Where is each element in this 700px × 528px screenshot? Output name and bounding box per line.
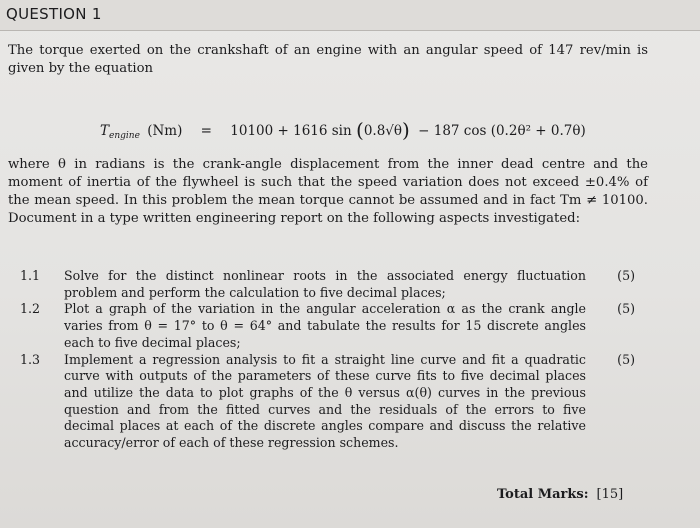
torque-equation [100,118,660,142]
open-paren: ( [356,118,364,142]
item-text: Solve for the distinct nonlinear roots in the associated energy fluctuation problem and perform the calculation to five decimal places; [64,268,586,300]
list-item [20,301,635,351]
intro-paragraph: The torque exerted on the crankshaft of an engine with an angular speed of 147 rev/min is given by the equation [8,43,648,76]
item-number: 1.3 [20,351,41,367]
total-marks [497,487,623,502]
question-header [0,0,700,31]
equation-equals: = [200,123,212,139]
equation-term1: 10100 + 1616 sin [230,123,352,139]
total-marks-label: Total Marks: [497,487,589,502]
item-marks: (5) [617,351,635,367]
equation-unit: (Nm) [147,123,183,139]
question-title: QUESTION 1 [6,5,102,23]
item-text: Implement a regression analysis to fit a straight line curve and fit a quadratic curve with outputs of the parameters of these curve fits to five decimal places and utilize the data to plot graphs of the θ versus α(θ) curves in the previous question and from the fitted curves and the residuals of the errors to five decimal places at each of the discrete angles compare and discuss the relative accuracy/error of each of these regression schemes. [64,351,586,451]
equation-cos-argument: (0.2θ² + 0.7θ) [490,123,586,139]
equation-sin-argument: 0.8√θ [363,123,403,139]
body-paragraph: where θ in radians is the crank-angle displacement from the inner dead centre and the moment of inertia of the flywheel is such that the speed variation does not exceed ±0.4% of the mean speed. In this problem the mean torque cannot be assumed and in fact Tm ≠ 10100. Document in a type written engineering report on the following aspects investigated: [8,157,648,226]
total-marks-value: [15] [596,487,624,502]
item-number: 1.1 [20,268,41,283]
item-marks: (5) [617,301,635,317]
item-text: Plot a graph of the variation in the angular acceleration α as the crank angle varies from θ = 17° to θ = 64° and tabulate the results for 15 discrete angles each to five decimal places; [64,301,586,350]
item-marks: (5) [617,268,635,283]
close-paren: ) [402,118,410,142]
list-item [20,268,635,301]
equation-lhs: T [100,123,110,139]
equation-lhs-subscript: engine [109,131,140,141]
item-number: 1.2 [20,301,41,317]
list-item [20,352,635,452]
equation-term2: − 187 cos [418,123,487,139]
question-items [20,268,635,452]
